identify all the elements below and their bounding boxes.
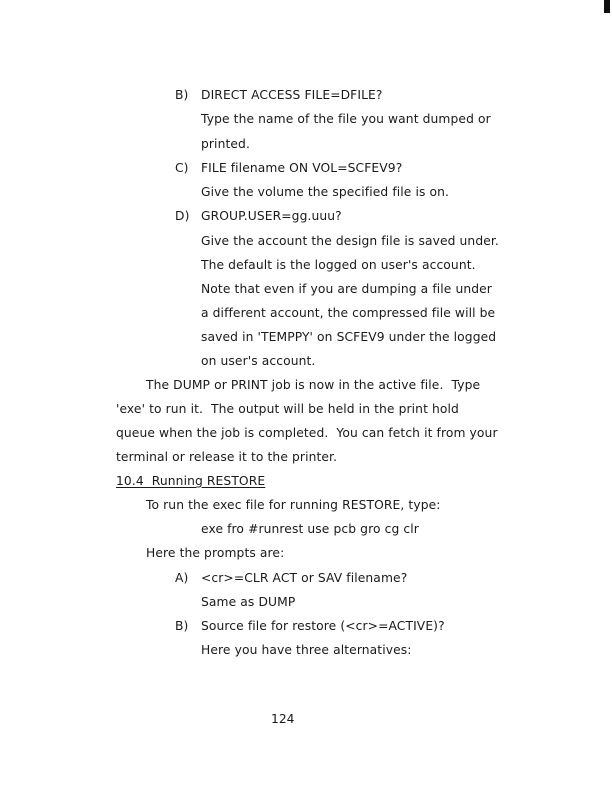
paragraph-line: terminal or release it to the printer. [116, 450, 338, 464]
item-d-prompt: GROUP.USER=gg.uuu? [201, 209, 342, 223]
restore-intro: To run the exec file for running RESTORE, type: [146, 498, 441, 512]
page-number: 124 [271, 712, 295, 726]
item-d-desc-line: on user's account. [201, 354, 316, 368]
item-c-desc-line: Give the volume the specified file is on. [201, 185, 450, 199]
item-b-desc-line: Type the name of the file you want dumped or [201, 112, 491, 126]
restore-command: exe fro #runrest use pcb gro cg clr [201, 522, 419, 536]
item-c-label: C) [175, 161, 189, 175]
item-b-prompt: DIRECT ACCESS FILE=DFILE? [201, 88, 383, 102]
restore-b-desc: Here you have three alternatives: [201, 643, 412, 657]
restore-b-prompt: Source file for restore (<cr>=ACTIVE)? [201, 619, 445, 633]
restore-a-desc: Same as DUMP [201, 595, 296, 609]
item-d-desc-line: a different account, the compressed file will be [201, 306, 496, 320]
paragraph-line: queue when the job is completed. You can fetch it from your [116, 426, 498, 440]
restore-b-label: B) [175, 619, 189, 633]
paragraph-line: The DUMP or PRINT job is now in the active file. Type [146, 378, 481, 392]
prompts-intro: Here the prompts are: [146, 546, 285, 560]
restore-a-prompt: <cr>=CLR ACT or SAV filename? [201, 571, 408, 585]
restore-a-label: A) [175, 571, 189, 585]
item-d-desc-line: saved in 'TEMPPY' on SCFEV9 under the logged [201, 330, 497, 344]
item-b-desc-line: printed. [201, 137, 250, 151]
item-d-label: D) [175, 209, 190, 223]
paragraph-line: 'exe' to run it. The output will be held in the print hold [116, 402, 459, 416]
section-heading: 10.4 Running RESTORE [116, 474, 266, 488]
item-b-label: B) [175, 88, 189, 102]
item-c-prompt: FILE filename ON VOL=SCFEV9? [201, 161, 403, 175]
item-d-desc-line: Note that even if you are dumping a file under [201, 282, 492, 296]
item-d-desc-line: Give the account the design file is saved under. [201, 234, 499, 248]
scan-corner-mark [604, 0, 610, 13]
item-d-desc-line: The default is the logged on user's account. [201, 258, 476, 272]
